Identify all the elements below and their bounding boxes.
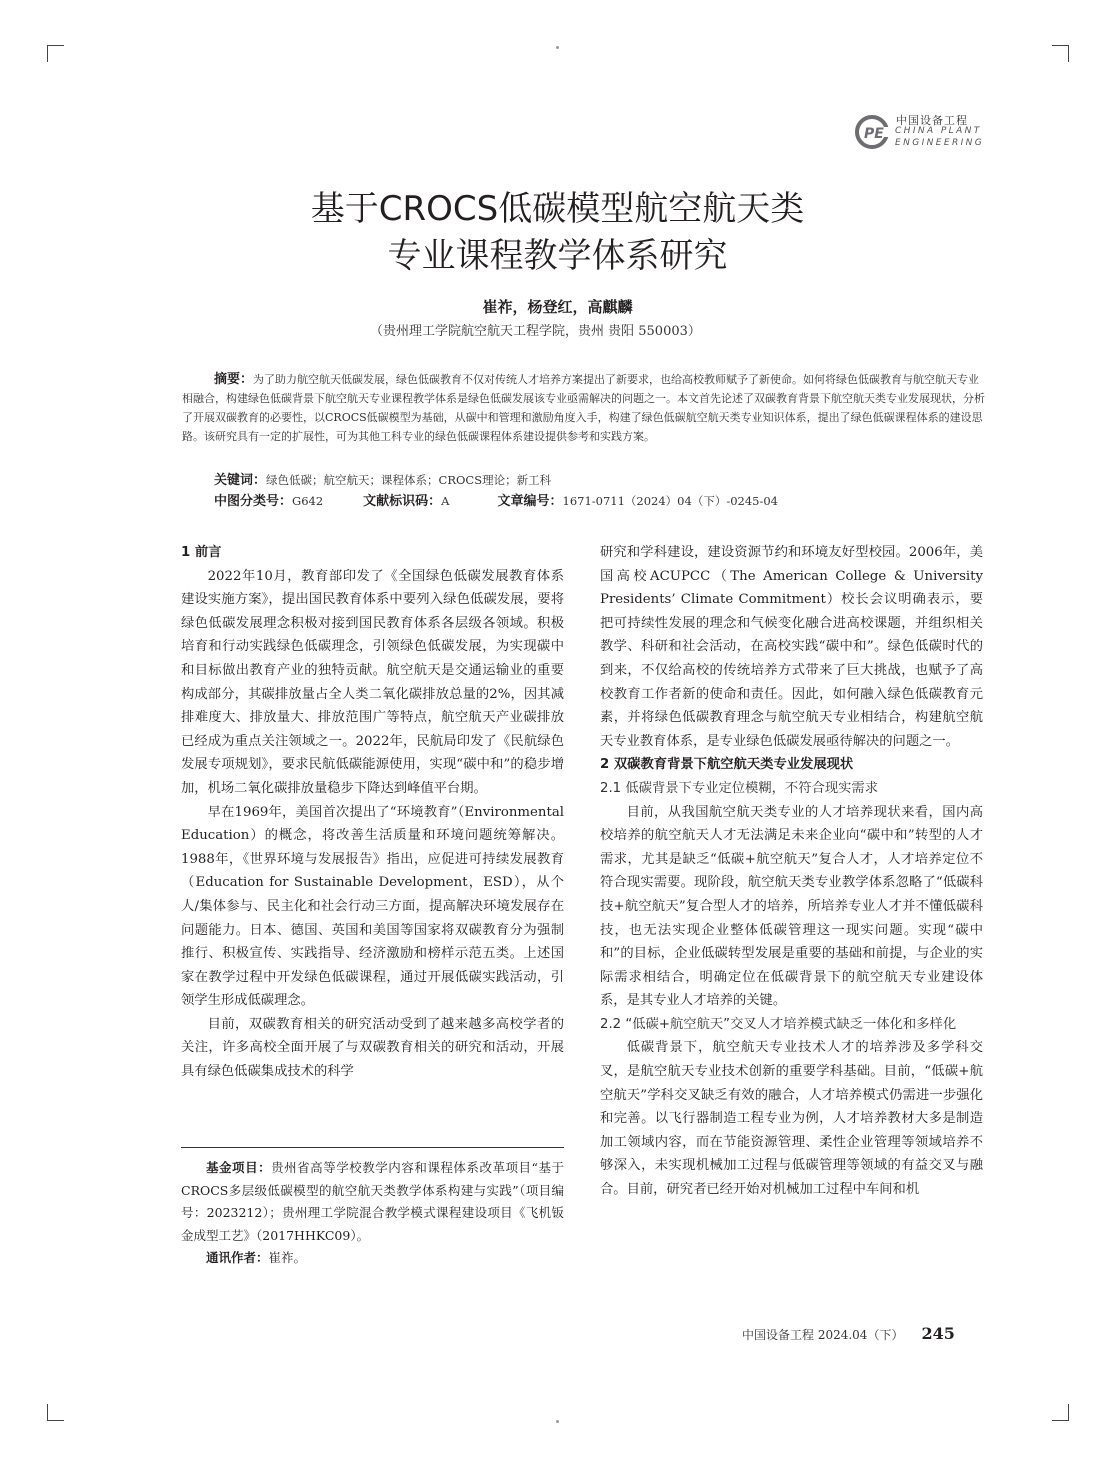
paper-title-line-1: 基于CROCS低碳模型航空航天类 [310,189,805,229]
logo-chinese-name: 中国设备工程 [896,114,968,127]
svg-text:PE: PE [864,126,884,142]
paragraph: 目前，从我国航空航天类专业的人才培养现状来看，国内高校培养的航空航天人才无法满足未来企业向“碳中和”转型的人才需求，尤其是缺乏“低碳+航空航天”复合人才，人才培养定位不符合现实需要。现阶段，航空航天类专业教学体系忽略了“低碳科技+航空航天”复合型人才的培养，所培养专业人才并不懂低碳科技，也无法实现企业整体低碳管理这一现实问题。实现“碳中和”的目标，企业低碳转型发展是重要的基础和前提，与企业的实际需求相结合，明确定位在低碳背景下的航空航天专业建设体系，是其专业人才培养的关键。 [600,804,983,1009]
left-column [181,541,564,1084]
keywords-line [214,469,551,488]
section-1-heading: 1 前言 [181,545,222,560]
crop-mark-bottom-right [1052,1404,1069,1421]
paragraph: 低碳背景下，航空航天专业技术人才的培养涉及多学科交叉，是航空航天专业技术创新的重要学科基础。目前，“低碳+航空航天”学科交叉缺乏有效的融合，人才培养模式仍需进一步强化和完善。以飞行器制造工程专业为例，人才培养教材大多是制造加工领域内容，而在节能资源管理、柔性企业管理等领域培养不够深入，未实现机械加工过程与低碳管理等领域的有益交叉与融合。目前，研究者已经开始对机械加工过程中车间和机 [600,1040,983,1198]
abstract [182,370,986,446]
abstract-text: 为了助力航空航天低碳发展，绿色低碳教育不仅对传统人才培养方案提出了新要求，也给高校教师赋予了新使命。如何将绿色低碳教育与航空航天专业相融合，构建绿色低碳背景下航空航天专业课程教学体系是绿色低碳发展该专业亟需解决的问题之一。本文首先论述了双碳教育背景下航空航天类专业发展现状，分析了开展双碳教育的必要性，以CROCS低碳模型为基础，从碳中和管理和激励角度入手，构建了绿色低碳航空航天类专业知识体系，提出了绿色低碳课程体系的建设思路。该研究具有一定的扩展性，可为其他工科专业的绿色低碳课程体系建设提供参考和实践方案。 [182,373,985,443]
article-number: 1671-0711（2024）04（下）-0245-04 [562,494,778,508]
page-number: 245 [921,1324,955,1343]
funding-footnote [181,1157,564,1270]
authors: 崔祚，杨登红，高麒麟 [482,298,633,316]
paper-title-line-2: 专业课程教学体系研究 [387,236,728,276]
paragraph: 目前，双碳教育相关的研究活动受到了越来越多高校学者的关注，许多高校全面开展了与双碳教育相关的研究和活动，开展具有绿色低碳集成技术的科学 [181,1016,564,1080]
corresponding-author-label: 通讯作者： [206,1250,269,1265]
crop-mark-top-left [47,45,64,62]
journal-issue: 中国设备工程 2024.04（下） [742,1328,904,1342]
registration-dot-top [556,46,559,49]
funding-text: 贵州省高等学校教学内容和课程体系改革项目“基于CROCS多层级低碳模型的航空航天类教学体系构建与实践”（项目编号：2023212）；贵州理工学院混合教学模式课程建设项目《飞机钣金成型工艺》（2017HHKC09）。 [181,1160,564,1243]
cpe-logo-icon [855,115,889,149]
page-footer [742,1324,955,1343]
doc-code-label: 文献标识码： [363,494,442,509]
paragraph: 2022年10月，教育部印发了《全国绿色低碳发展教育体系建设实施方案》，提出国民教育体系中要列入绿色低碳发展，要将绿色低碳发展理念积极对接到国民教育体系各层级各领域。积极培育和行动实践绿色低碳理念，引领绿色低碳发展，为实现碳中和目标做出教育产业的独特贡献。航空航天是交通运输业的重要构成部分，其碳排放量占全人类二氧化碳排放总量的2%，因其减排难度大、排放量大、排放范围广等特点，航空航天产业碳排放已经成为重点关注领域之一。2022年，民航局印发了《民航绿色发展专项规划》，要求民航低碳能源使用，实现“碳中和”的稳步增加，机场二氧化碳排放量稳步下降达到峰值平台期。 [181,568,564,796]
crop-mark-top-right [1052,45,1069,62]
logo-english-line-2: ENGINEERING [895,138,985,148]
keywords: 绿色低碳；航空航天；课程体系；CROCS理论；新工科 [266,473,552,487]
crop-mark-bottom-left [47,1404,64,1421]
article-no-label: 文章编号： [497,494,563,509]
logo-english-line-1: CHINA PLANT [895,126,982,136]
clc-number: G642 [292,494,324,508]
section-2-heading: 2 双碳教育背景下航空航天类专业发展现状 [600,757,854,773]
abstract-label: 摘要： [214,372,254,387]
section-2-2-heading: 2.2 “低碳+航空航天”交叉人才培养模式缺乏一体化和多样化 [600,1016,957,1032]
clc-label: 中图分类号： [214,494,293,509]
paragraph: 早在1969年，美国首次提出了“环境教育”（Environmental Education）的概念，将改善生活质量和环境问题统筹解决。1988年，《世界环境与发展报告》指出，应促进可持续发展教育（Education for Sustainable Development，ESD），从个人/集体参与、民主化和社会行动三方面，提高解决环境发展存在问题能力。日本、德国、英国和美国等国家将双碳教育分为强制推行、积极宣传、实践指导、经济激励和榜样示范五类。上述国家在教学过程中开发绿色低碳课程，通过开展低碳实践活动，引领学生形成低碳理念。 [181,804,564,1009]
classification-line [214,490,778,509]
funding-label: 基金项目： [206,1160,272,1175]
right-column [600,541,983,1202]
affiliation: （贵州理工学院航空航天工程学院，贵州 贵阳 550003） [370,324,701,339]
footnote-divider [181,1147,564,1148]
corresponding-author: 崔祚。 [268,1250,307,1265]
registration-dot-bottom [556,1420,559,1423]
journal-logo [855,112,995,152]
section-2-1-heading: 2.1 低碳背景下专业定位模糊，不符合现实需求 [600,780,879,796]
doc-code: A [441,494,450,508]
keywords-label: 关键词： [214,473,267,488]
paragraph: 研究和学科建设，建设资源节约和环境友好型校园。2006年，美国高校ACUPCC（The American College & University Presidents’ Climate Commitment）校长会议明确表示，要把可持续性发展的理念和气候变化融合进高校课题，并组织相关教学、科研和社会活动，在高校实践“碳中和”。绿色低碳时代的到来，不仅给高校的传统培养方式带来了巨大挑战，也赋予了高校教育工作者新的使命和责任。因此，如何融入绿色低碳教育元素，并将绿色低碳教育理念与航空航天专业相结合，构建航空航天专业教育体系，是专业绿色低碳发展亟待解决的问题之一。 [600,545,983,749]
